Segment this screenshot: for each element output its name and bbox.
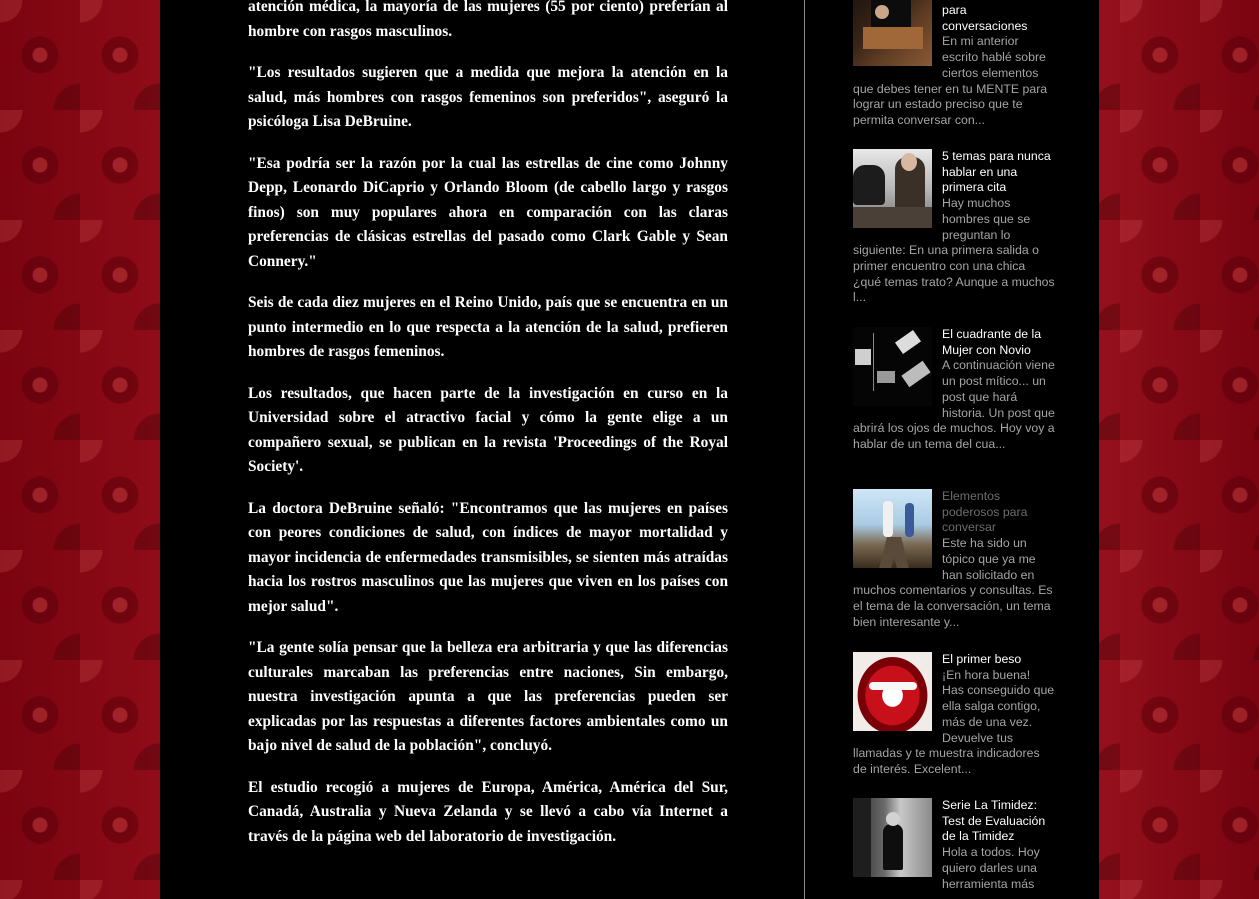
- post-paragraph: El estudio recogió a mujeres de Europa, América, América del Sur, Canadá, Australia y Nueva Zelanda y se llevó a cabo vía Internet a través de la página web del laboratorio de investigación.: [248, 778, 728, 845]
- popular-post-item: [853, 489, 1055, 630]
- post-title-link[interactable]: para conversaciones: [942, 3, 1028, 33]
- post-thumbnail[interactable]: [853, 652, 932, 731]
- column-divider: [804, 0, 805, 899]
- post-thumbnail[interactable]: [853, 798, 932, 877]
- post-thumbnail[interactable]: [853, 149, 932, 228]
- post-body: [248, 0, 728, 866]
- post-snippet: Hola a todos. Hoy quiero darles una herramienta más: [942, 845, 1040, 891]
- post-paragraph: "Los resultados sugieren que a medida que mejora la atención en la salud, más hombres con rasgos femeninos son preferidos", aseguró la psicóloga Lisa DeBruine.: [248, 64, 728, 130]
- post-snippet: En mi anterior escrito hablé sobre ciertos elementos que debes tener en tu MENTE para lograr un estado preciso que te permita conversar con...: [853, 34, 1048, 127]
- post-paragraph: Seis de cada diez mujeres en el Reino Unido, país que se encuentra en un punto intermedio en lo que respecta a la atención de la salud, prefieren hombres de rasgos femeninos.: [248, 294, 728, 360]
- post-title-link[interactable]: Serie La Timidez: Test de Evaluación de la Timidez: [942, 798, 1046, 844]
- post-title-link[interactable]: El cuadrante de la Mujer con Novio: [942, 327, 1042, 357]
- popular-post-item: [853, 149, 1055, 306]
- post-snippet: Este ha sido un tópico que ya me han solicitado en muchos comentarios y consultas. Es el tema de la conversación, un tema bien interesante y...: [853, 536, 1053, 629]
- popular-post-item: [853, 0, 1055, 129]
- post-thumbnail[interactable]: [853, 489, 932, 568]
- post-snippet: Hay muchos hombres que se preguntan lo siguiente: En una primera salida o primer encuentro con una chica ¿qué temas trato? Aunque a muchos l...: [853, 196, 1055, 305]
- post-paragraph: Los resultados, que hacen parte de la investigación en curso en la Universidad sobre el atractivo facial y cómo la gente elige a un compañero sexual, se publican en la revista 'Proceedings of the Royal Society'.: [248, 384, 728, 475]
- popular-post-item: [853, 327, 1055, 453]
- post-paragraph: "Esa podría ser la razón por la cual las estrellas de cine como Johnny Depp, Leonardo DiCaprio y Orlando Bloom (de cabello largo y rasgos finos) son muy populares ahora en comparación con las claras preferencias de clásicas estrellas del pasado como Clark Gable y Sean Connery.": [248, 154, 728, 270]
- popular-post-item: [853, 652, 1055, 778]
- post-thumbnail[interactable]: [853, 0, 932, 66]
- post-title-link[interactable]: El primer beso: [942, 652, 1022, 666]
- popular-post-item: [853, 798, 1055, 892]
- post-snippet: A continuación viene un post mítico... un post que hará historia. Un post que abrirá los ojos de muchos. Hoy voy a hablar de un tema del cua...: [853, 358, 1055, 451]
- post-paragraph: atención médica, la mayoría de las mujeres (55 por ciento) preferían al hombre con rasgos masculinos.: [248, 0, 728, 40]
- post-title-link[interactable]: 5 temas para nunca hablar en una primera cita: [942, 149, 1051, 195]
- blog-page: [160, 0, 1099, 899]
- post-title-link[interactable]: Elementos poderosos para conversar: [942, 489, 1028, 535]
- post-thumbnail[interactable]: [853, 327, 932, 406]
- post-paragraph: "La gente solía pensar que la belleza era arbitraria y que las diferencias culturales marcaban las preferencias entre naciones, Sin embargo, nuestra investigación apunta a que las preferencias pueden ser explicadas por las respuestas a diferentes factores ambientales como un bajo nivel de salud de la población", concluyó.: [248, 639, 728, 754]
- post-paragraph: La doctora DeBruine señaló: "Encontramos que las mujeres en países con peores condiciones de salud, con índices de mayor mortalidad y mayor incidencia de enfermedades transmisibles, se sienten más atraídas hacia los rostros masculinos que las mujeres que viven en los países con mejor salud".: [248, 499, 728, 615]
- post-snippet: ¡En hora buena! Has conseguido que ella salga contigo, más de una vez. Devuelve tus llamadas y te muestra indicadores de interés. Excelent...: [853, 667, 1055, 776]
